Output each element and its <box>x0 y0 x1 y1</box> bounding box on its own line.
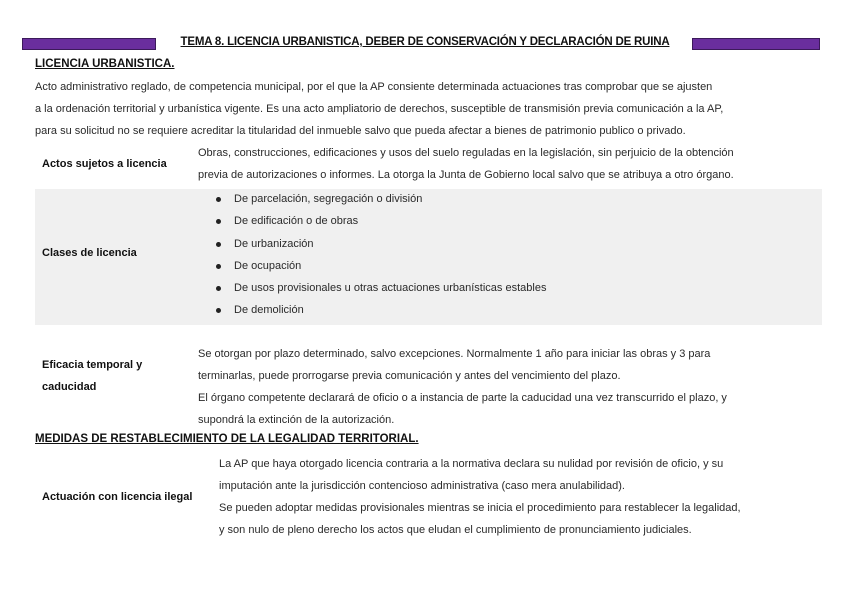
actos-text-line: Obras, construcciones, edificaciones y usos del suelo reguladas en la legislación, sin perjuicio de la obtención <box>198 147 734 159</box>
actuacion-text-line: La AP que haya otorgado licencia contraria a la normativa declara su nulidad por revisión de oficio, y su <box>219 458 724 470</box>
clases-label: Clases de licencia <box>42 247 137 259</box>
intro-line: para su solicitud no se requiere acreditar la titularidad del inmueble salvo que pueda afectar a bienes de patrimonio publico o privado. <box>35 125 686 137</box>
bullet-icon <box>216 308 221 313</box>
bullet-icon <box>216 197 221 202</box>
eficacia-label-line: Eficacia temporal y <box>42 359 143 371</box>
title-decor-bar-right <box>692 38 820 50</box>
actos-text-line: previa de autorizaciones o informes. La otorga la Junta de Gobierno local salvo que se atribuya a otro órgano. <box>198 169 734 181</box>
intro-line: a la ordenación territorial y urbanística vigente. Es una acto ampliatorio de derechos, susceptible de transmisión previa comunicación a la AP, <box>35 103 724 115</box>
list-item: De edificación o de obras <box>214 210 546 232</box>
document-title: TEMA 8. LICENCIA URBANISTICA, DEBER DE CONSERVACIÓN Y DECLARACIÓN DE RUINA <box>180 36 670 48</box>
document-title-row <box>22 37 820 51</box>
actuacion-text-line: Se pueden adoptar medidas provisionales mientras se inicia el procedimiento para restablecer la legalidad, <box>219 502 741 514</box>
bullet-icon <box>216 264 221 269</box>
title-decor-bar-left <box>22 38 156 50</box>
eficacia-label-line: caducidad <box>42 381 97 393</box>
eficacia-text-line: terminarlas, puede prorrogarse previa comunicación y antes del vencimiento del plazo. <box>198 370 621 382</box>
bullet-icon <box>216 242 221 247</box>
bullet-icon <box>216 286 221 291</box>
clases-list <box>214 188 546 322</box>
list-item: De usos provisionales u otras actuaciones urbanísticas estables <box>214 277 546 299</box>
section-heading-medidas: MEDIDAS DE RESTABLECIMIENTO DE LA LEGALIDAD TERRITORIAL. <box>35 433 419 445</box>
section-heading-licencia: LICENCIA URBANISTICA. <box>35 58 175 70</box>
list-item: De ocupación <box>214 255 546 277</box>
actuacion-label: Actuación con licencia ilegal <box>42 491 193 503</box>
list-item: De parcelación, segregación o división <box>214 188 546 210</box>
eficacia-text-line: El órgano competente declarará de oficio o a instancia de parte la caducidad una vez transcurrido el plazo, y <box>198 392 727 404</box>
eficacia-text-line: supondrá la extinción de la autorización. <box>198 414 395 426</box>
list-item: De urbanización <box>214 233 546 255</box>
intro-line: Acto administrativo reglado, de competencia municipal, por el que la AP consiente determinada actuaciones tras comprobar que se ajusten <box>35 81 713 93</box>
bullet-icon <box>216 219 221 224</box>
actuacion-text-line: y son nulo de pleno derecho los actos que eludan el cumplimiento de pronunciamiento judiciales. <box>219 524 692 536</box>
eficacia-text-line: Se otorgan por plazo determinado, salvo excepciones. Normalmente 1 año para iniciar las obras y 3 para <box>198 348 711 360</box>
list-item: De demolición <box>214 299 546 321</box>
actuacion-text-line: imputación ante la jurisdicción contencioso administrativa (caso mera anulabilidad). <box>219 480 625 492</box>
actos-label: Actos sujetos a licencia <box>42 158 167 170</box>
